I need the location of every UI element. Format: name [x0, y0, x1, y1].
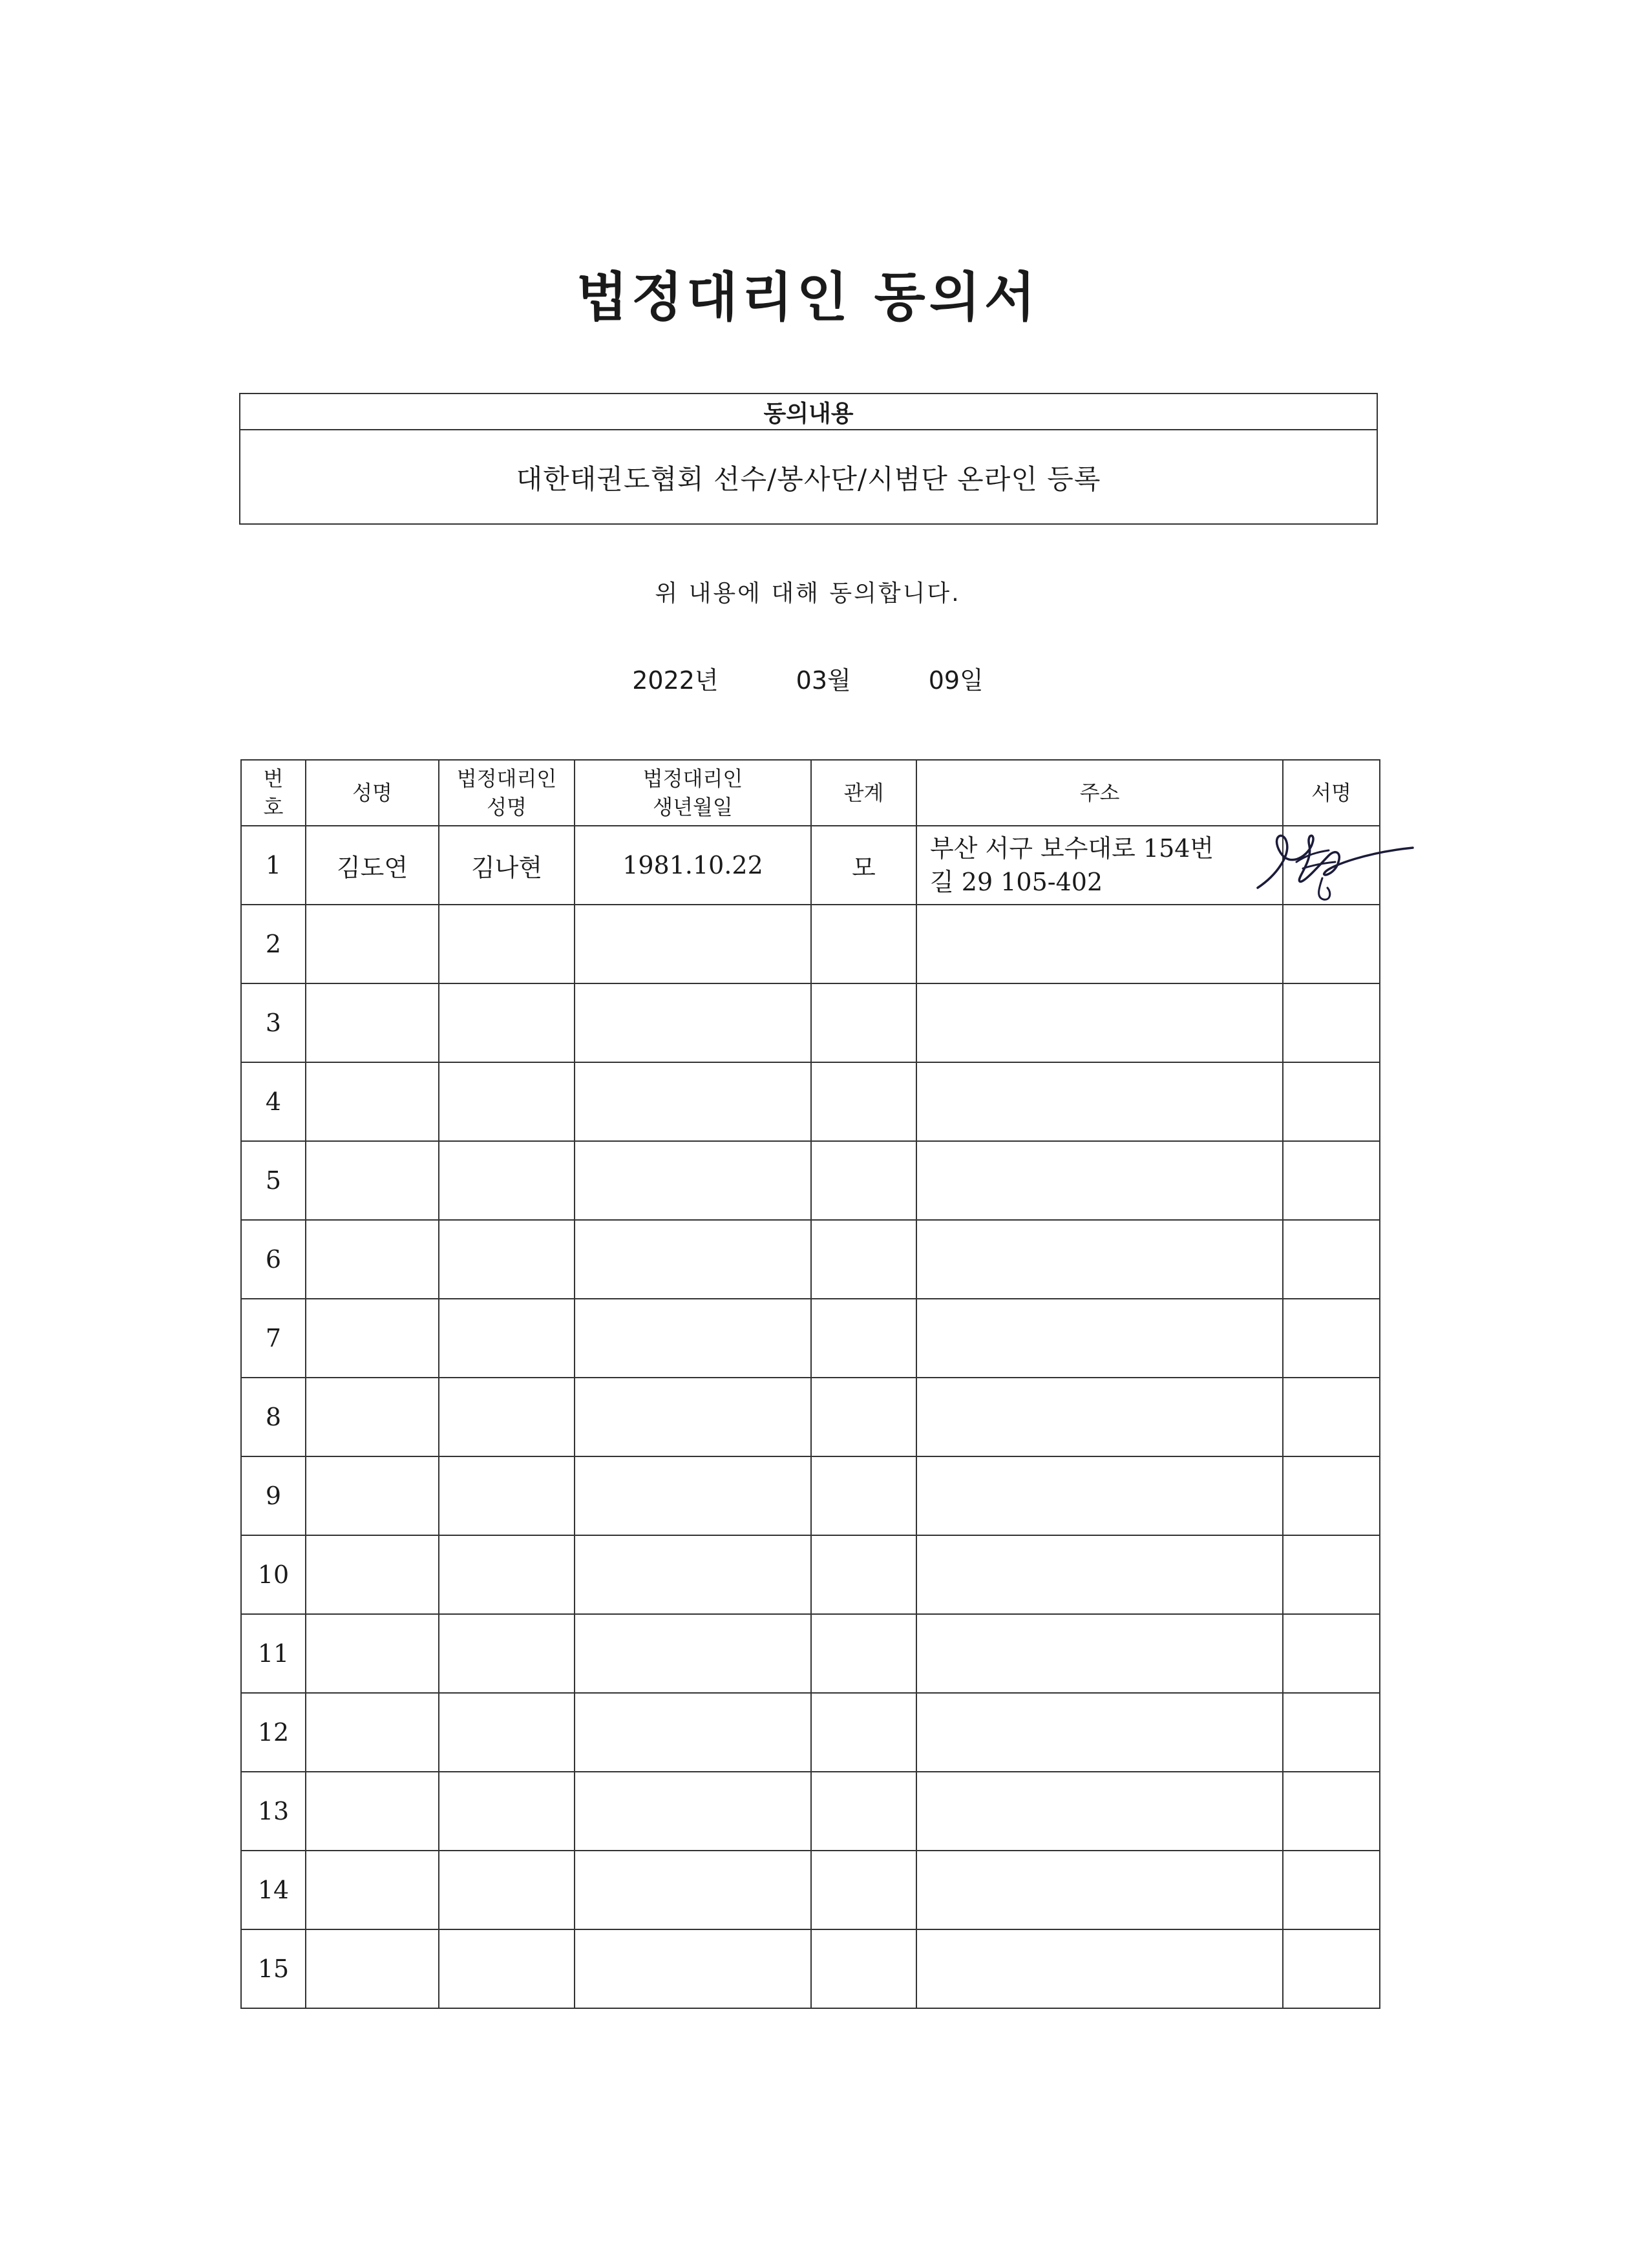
row-name	[306, 1141, 439, 1220]
row-address	[916, 1378, 1283, 1456]
guardian-consent-table	[240, 759, 1380, 2009]
row-signature	[1283, 905, 1380, 983]
table-row	[241, 1141, 1380, 1220]
row-guardian-name	[439, 905, 575, 983]
row-relation	[811, 1141, 916, 1220]
row-relation	[811, 1929, 916, 2008]
header-guardian-birth: 법정대리인 생년월일	[575, 760, 811, 826]
row-relation	[811, 1456, 916, 1535]
table-header-row	[241, 760, 1380, 826]
consent-box	[239, 393, 1378, 525]
row-address	[916, 1062, 1283, 1141]
date-month: 03월	[796, 666, 851, 695]
row-number: 3	[241, 983, 306, 1062]
row-signature	[1283, 1220, 1380, 1299]
row-name	[306, 1929, 439, 2008]
row-signature	[1283, 1456, 1380, 1535]
table-row	[241, 1062, 1380, 1141]
row-number: 4	[241, 1062, 306, 1141]
row-name	[306, 1851, 439, 1929]
row-relation	[811, 905, 916, 983]
row-name	[306, 1456, 439, 1535]
row-signature	[1283, 1299, 1380, 1378]
row-address	[916, 1772, 1283, 1851]
row-guardian-birth	[575, 1299, 811, 1378]
row-guardian-birth	[575, 1456, 811, 1535]
row-signature	[1283, 1378, 1380, 1456]
row-guardian-birth	[575, 1772, 811, 1851]
row-address	[916, 1535, 1283, 1614]
row-guardian-birth	[575, 983, 811, 1062]
row-address	[916, 905, 1283, 983]
row-guardian-birth	[575, 1378, 811, 1456]
row-address	[916, 1693, 1283, 1772]
row-guardian-birth	[575, 1851, 811, 1929]
row-relation	[811, 1220, 916, 1299]
row-guardian-birth	[575, 1220, 811, 1299]
header-address: 주소	[916, 760, 1283, 826]
row-guardian-name	[439, 1535, 575, 1614]
row-relation	[811, 1062, 916, 1141]
signature-wrapper	[1284, 826, 1379, 904]
row-address	[916, 1141, 1283, 1220]
table-row	[241, 1929, 1380, 2008]
row-signature	[1283, 1851, 1380, 1929]
row-relation	[811, 1535, 916, 1614]
header-guardian-name: 법정대리인 성명	[439, 760, 575, 826]
row-guardian-name	[439, 1141, 575, 1220]
date-year: 2022년	[632, 666, 719, 695]
row-guardian-name	[439, 1220, 575, 1299]
page-title: 법정대리인 동의서	[576, 267, 1040, 328]
row-guardian-name	[439, 1299, 575, 1378]
row-name	[306, 1378, 439, 1456]
agreement-statement: 위 내용에 대해 동의합니다.	[655, 580, 961, 607]
row-address	[916, 826, 1283, 905]
row-number: 10	[241, 1535, 306, 1614]
row-address	[916, 1220, 1283, 1299]
row-number: 15	[241, 1929, 306, 2008]
table-row	[241, 1220, 1380, 1299]
row-name	[306, 1614, 439, 1693]
table-row	[241, 1614, 1380, 1693]
table-row	[241, 1378, 1380, 1456]
row-number: 13	[241, 1772, 306, 1851]
row-guardian-name	[439, 1851, 575, 1929]
row-signature	[1283, 983, 1380, 1062]
row-name	[306, 1220, 439, 1299]
row-relation: 모	[811, 826, 916, 905]
row-guardian-birth	[575, 1535, 811, 1614]
header-relation: 관계	[811, 760, 916, 826]
row-guardian-name	[439, 1772, 575, 1851]
table-row	[241, 905, 1380, 983]
consent-header: 동의내용	[240, 394, 1377, 430]
row-name	[306, 1062, 439, 1141]
row-name: 김도연	[306, 826, 439, 905]
row-name	[306, 1299, 439, 1378]
row-address	[916, 1929, 1283, 2008]
table-row	[241, 1693, 1380, 1772]
row-guardian-name	[439, 1062, 575, 1141]
row-name	[306, 1772, 439, 1851]
row-number: 12	[241, 1693, 306, 1772]
row-address	[916, 1456, 1283, 1535]
row-relation	[811, 1614, 916, 1693]
row-signature	[1283, 1929, 1380, 2008]
row-guardian-name	[439, 1929, 575, 2008]
row-relation	[811, 1693, 916, 1772]
row-number: 9	[241, 1456, 306, 1535]
row-guardian-name	[439, 1693, 575, 1772]
table-row	[241, 1456, 1380, 1535]
row-number: 8	[241, 1378, 306, 1456]
row-relation	[811, 1772, 916, 1851]
row-number: 14	[241, 1851, 306, 1929]
row-guardian-birth	[575, 905, 811, 983]
row-name	[306, 1693, 439, 1772]
row-address	[916, 1614, 1283, 1693]
row-signature	[1283, 826, 1380, 905]
header-number: 번 호	[241, 760, 306, 826]
row-signature	[1283, 1693, 1380, 1772]
row-relation	[811, 1299, 916, 1378]
header-name: 성명	[306, 760, 439, 826]
row-signature	[1283, 1535, 1380, 1614]
row-number: 6	[241, 1220, 306, 1299]
row-number: 1	[241, 826, 306, 905]
row-address	[916, 983, 1283, 1062]
consent-text: 대한태권도협회 선수/봉사단/시범단 온라인 등록	[516, 463, 1101, 495]
date-row	[0, 660, 1616, 696]
row-guardian-birth: 1981.10.22	[575, 826, 811, 905]
row-address	[916, 1299, 1283, 1378]
row-signature	[1283, 1062, 1380, 1141]
row-signature	[1283, 1614, 1380, 1693]
row-address	[916, 1851, 1283, 1929]
table-row	[241, 1851, 1380, 1929]
row-number: 7	[241, 1299, 306, 1378]
row-guardian-birth	[575, 1929, 811, 2008]
address-line-1: 부산 서구 보수대로 154번	[930, 834, 1214, 863]
table-row	[241, 1535, 1380, 1614]
table-row	[241, 983, 1380, 1062]
row-signature	[1283, 1141, 1380, 1220]
row-guardian-name	[439, 1614, 575, 1693]
row-name	[306, 983, 439, 1062]
table-row	[241, 1299, 1380, 1378]
table-row	[241, 1772, 1380, 1851]
date-day: 09일	[928, 666, 984, 695]
row-guardian-birth	[575, 1062, 811, 1141]
row-guardian-name	[439, 1456, 575, 1535]
row-relation	[811, 1851, 916, 1929]
row-guardian-name: 김나현	[439, 826, 575, 905]
row-guardian-birth	[575, 1614, 811, 1693]
row-relation	[811, 1378, 916, 1456]
row-guardian-name	[439, 1378, 575, 1456]
row-guardian-name	[439, 983, 575, 1062]
row-signature	[1283, 1772, 1380, 1851]
row-number: 11	[241, 1614, 306, 1693]
header-signature: 서명	[1283, 760, 1380, 826]
address-line-2: 길 29 105-402	[930, 868, 1103, 896]
row-guardian-birth	[575, 1141, 811, 1220]
row-relation	[811, 983, 916, 1062]
row-number: 5	[241, 1141, 306, 1220]
row-name	[306, 1535, 439, 1614]
row-guardian-birth	[575, 1693, 811, 1772]
row-name	[306, 905, 439, 983]
row-number: 2	[241, 905, 306, 983]
table-row	[241, 826, 1380, 905]
handwritten-signature	[1251, 817, 1419, 914]
